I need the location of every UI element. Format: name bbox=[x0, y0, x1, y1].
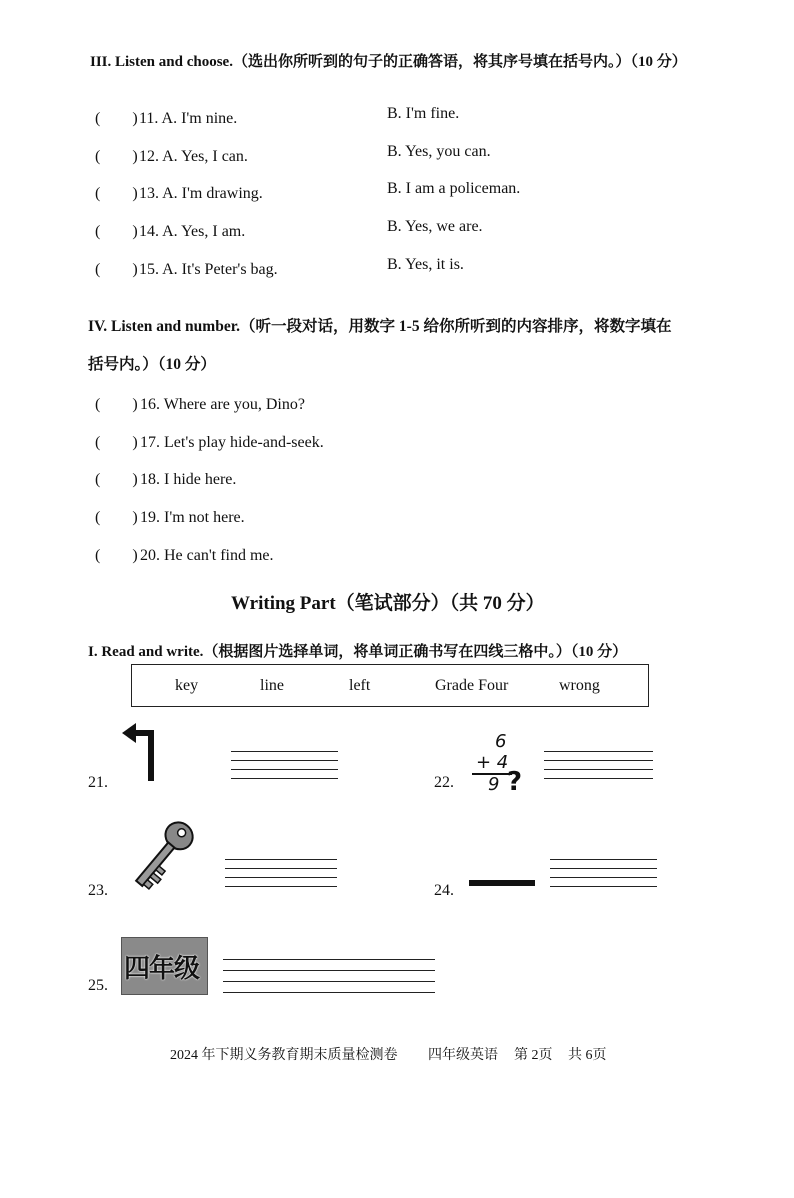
grade-four-image-text: 四年级 bbox=[124, 954, 200, 984]
read-write-heading: I. Read and write.（根据图片选择单词，将单词正确书写在四线三格中。）（10 分） bbox=[88, 644, 628, 660]
math-middle-number: + 4 bbox=[476, 752, 509, 773]
answer-bracket[interactable]: ( ) bbox=[95, 434, 138, 451]
key-icon bbox=[128, 814, 198, 896]
sentence: 18. I hide here. bbox=[140, 471, 237, 488]
list-item bbox=[95, 504, 245, 527]
footer-total-pages: 共 6页 bbox=[568, 1048, 607, 1063]
answer-bracket[interactable]: ( ) bbox=[95, 148, 138, 165]
answer-bracket[interactable]: ( ) bbox=[95, 261, 138, 278]
section-4-heading-line1: IV. Listen and number.（听一段对话，用数字 1-5 给你所听到的内容排序，将数字填在 bbox=[88, 318, 672, 335]
option-a: 11. A. I'm nine. bbox=[139, 110, 238, 127]
option-b: B. Yes, it is. bbox=[387, 256, 464, 273]
sentence: 19. I'm not here. bbox=[140, 509, 245, 526]
grade-four-image bbox=[121, 937, 208, 995]
list-item bbox=[95, 466, 236, 489]
answer-bracket[interactable]: ( ) bbox=[95, 396, 138, 413]
answer-bracket[interactable]: ( ) bbox=[95, 110, 138, 127]
question-22-number: 22. bbox=[434, 774, 454, 791]
question-25-number: 25. bbox=[88, 977, 108, 994]
option-a: 14. A. Yes, I am. bbox=[139, 223, 246, 240]
question-23-number: 23. bbox=[88, 882, 108, 899]
answer-bracket[interactable]: ( ) bbox=[95, 509, 138, 526]
option-a: 13. A. I'm drawing. bbox=[139, 185, 263, 202]
list-item bbox=[95, 105, 237, 128]
writing-lines-22[interactable] bbox=[544, 751, 653, 781]
math-bottom-number: 9 bbox=[488, 774, 500, 795]
option-a: 12. A. Yes, I can. bbox=[139, 148, 248, 165]
list-item bbox=[95, 391, 305, 414]
section-4-heading-line2: 括号内。）（10 分） bbox=[88, 356, 216, 373]
word-wrong: wrong bbox=[559, 677, 600, 694]
list-item bbox=[95, 218, 245, 241]
footer-exam-title: 2024 年下期义务教育期末质量检测卷 bbox=[170, 1048, 398, 1063]
word-bank-box bbox=[131, 664, 649, 707]
sentence: 17. Let's play hide-and-seek. bbox=[140, 434, 324, 451]
writing-lines-21[interactable] bbox=[231, 751, 338, 781]
footer-page: 第 2页 bbox=[514, 1048, 553, 1063]
option-b: B. Yes, you can. bbox=[387, 143, 491, 160]
writing-lines-23[interactable] bbox=[225, 859, 337, 889]
list-item bbox=[95, 180, 263, 203]
writing-part-title: Writing Part（笔试部分）（共 70 分） bbox=[231, 593, 545, 614]
footer-subject: 四年级英语 bbox=[428, 1048, 498, 1063]
list-item bbox=[95, 143, 248, 166]
answer-bracket[interactable]: ( ) bbox=[95, 185, 138, 202]
question-mark-icon: ? bbox=[507, 767, 523, 797]
option-b: B. I'm fine. bbox=[387, 105, 460, 122]
answer-bracket[interactable]: ( ) bbox=[95, 223, 138, 240]
list-item bbox=[95, 256, 278, 279]
math-top-number: 6 bbox=[495, 731, 507, 752]
option-b: B. I am a policeman. bbox=[387, 180, 521, 197]
sentence: 16. Where are you, Dino? bbox=[140, 396, 305, 413]
writing-lines-24[interactable] bbox=[550, 859, 657, 889]
list-item bbox=[95, 542, 274, 565]
answer-bracket[interactable]: ( ) bbox=[95, 471, 138, 488]
turn-left-arrow-icon bbox=[120, 717, 165, 783]
word-line: line bbox=[260, 677, 284, 694]
word-left: left bbox=[349, 677, 371, 694]
line-image bbox=[469, 880, 535, 886]
writing-lines-25[interactable] bbox=[223, 959, 435, 995]
option-b: B. Yes, we are. bbox=[387, 218, 483, 235]
question-21-number: 21. bbox=[88, 774, 108, 791]
sentence: 20. He can't find me. bbox=[140, 547, 274, 564]
section-3-heading: III. Listen and choose.（选出你所听到的句子的正确答语，将其序号填在括号内。）（10 分） bbox=[90, 54, 687, 70]
word-key: key bbox=[175, 677, 199, 694]
list-item bbox=[95, 429, 324, 452]
answer-bracket[interactable]: ( ) bbox=[95, 547, 138, 564]
word-grade-four: Grade Four bbox=[435, 677, 509, 694]
question-24-number: 24. bbox=[434, 882, 454, 899]
option-a: 15. A. It's Peter's bag. bbox=[139, 261, 278, 278]
